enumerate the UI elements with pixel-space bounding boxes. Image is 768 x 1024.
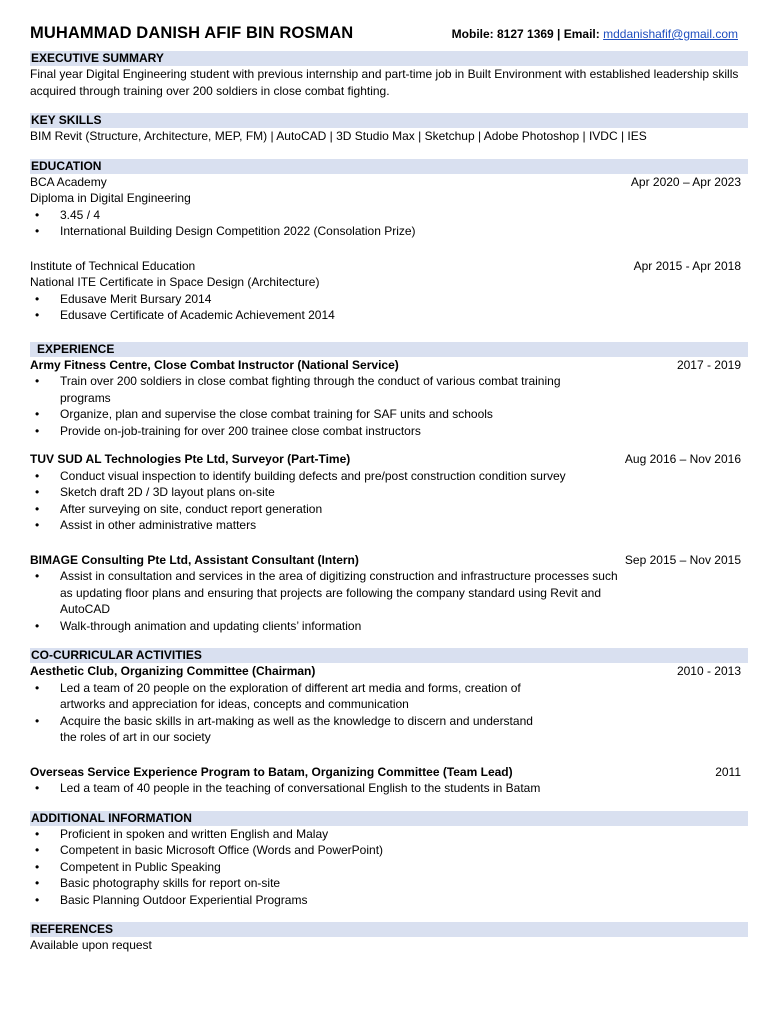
mobile-label: Mobile: 8127 1369 | Email:: [451, 27, 604, 41]
education-date: Apr 2015 - Apr 2018: [633, 258, 741, 273]
list-item: • Edusave Certificate of Academic Achievement 2014: [30, 307, 600, 324]
experience-bullets: [30, 373, 748, 439]
cca-bullets: [30, 780, 748, 797]
resume-header: [30, 24, 748, 51]
section-header-co-curricular-activities: CO-CURRICULAR ACTIVITIES: [30, 648, 748, 663]
cca-date: 2011: [715, 764, 741, 779]
skills-text: BIM Revit (Structure, Architecture, MEP, FM) | AutoCAD | 3D Studio Max | Sketchup | Adobe Photoshop | IVDC | IES: [30, 129, 647, 143]
role-title: TUV SUD AL Technologies Pte Ltd, Surveyor (Part-Time): [30, 452, 351, 466]
list-item: • After surveying on site, conduct report generation: [30, 501, 600, 518]
experience-date: 2017 - 2019: [676, 357, 741, 372]
list-item: • 3.45 / 4: [30, 207, 600, 224]
experience-entry-header: [30, 451, 748, 468]
list-item: • International Building Design Competition 2022 (Consolation Prize): [30, 223, 600, 240]
role-title: Army Fitness Centre, Close Combat Instructor (National Service): [30, 357, 399, 372]
list-item: • Basic photography skills for report on-site: [30, 875, 600, 892]
list-item: • Provide on-job-training for over 200 trainee close combat instructors: [30, 423, 600, 440]
list-item: • Proficient in spoken and written English and Malay: [30, 826, 600, 843]
cca-entry-header: [30, 663, 748, 680]
role-title: BIMAGE Consulting Pte Ltd, Assistant Consultant (Intern): [30, 552, 359, 567]
section-header-key-skills: KEY SKILLS: [30, 113, 748, 128]
list-item: • Edusave Merit Bursary 2014: [30, 291, 600, 308]
education-date: Apr 2020 – Apr 2023: [630, 174, 741, 189]
experience-entry-header: [30, 552, 748, 569]
cca-bullets: [30, 680, 748, 746]
section-header-additional-information: ADDITIONAL INFORMATION: [30, 811, 748, 826]
experience-bullets: [30, 568, 748, 634]
list-item: • Assist in other administrative matters: [30, 517, 600, 534]
list-item: • Walk-through animation and updating clients’ information: [30, 618, 600, 635]
list-item: • Competent in basic Microsoft Office (Words and PowerPoint): [30, 842, 600, 859]
list-item: • Basic Planning Outdoor Experiential Programs: [30, 892, 600, 909]
role-title: Aesthetic Club, Organizing Committee (Chairman): [30, 664, 316, 678]
summary-text: Final year Digital Engineering student with previous internship and part-time job in Built Environment with established leadership skills acquired through training over 200 soldiers in close combat fighting.: [30, 67, 739, 98]
section-header-references: REFERENCES: [30, 922, 748, 937]
experience-entry-header: [30, 357, 748, 374]
resume-page: [30, 24, 748, 954]
section-header-education: EDUCATION: [30, 159, 748, 174]
experience-date: Sep 2015 – Nov 2015: [624, 552, 741, 567]
list-item: • Train over 200 soldiers in close combat fighting through the conduct of various combat training programs: [30, 373, 600, 406]
school-name: Institute of Technical Education: [30, 258, 196, 273]
education-entry-header: [30, 174, 748, 191]
list-item: • Led a team of 20 people on the exploration of different art media and forms, creation of artworks and appreciation for ideas, concepts and communication: [30, 680, 540, 713]
course-name: Diploma in Digital Engineering: [30, 191, 191, 205]
education-bullets: [30, 291, 748, 324]
references-text: Available upon request: [30, 938, 152, 952]
contact-info: [452, 27, 738, 41]
list-item: • Conduct visual inspection to identify building defects and pre/post construction condition survey: [30, 468, 600, 485]
email-link[interactable]: mddanishafif@gmail.com: [603, 27, 738, 41]
education-bullets: [30, 207, 748, 240]
role-title: Overseas Service Experience Program to Batam, Organizing Committee (Team Lead): [30, 764, 513, 779]
list-item: • Led a team of 40 people in the teaching of conversational English to the students in Batam: [30, 780, 620, 797]
candidate-name: MUHAMMAD DANISH AFIF BIN ROSMAN: [30, 24, 354, 42]
additional-bullets: [30, 826, 748, 909]
list-item: • Organize, plan and supervise the close combat training for SAF units and schools: [30, 406, 600, 423]
experience-date: Aug 2016 – Nov 2016: [624, 452, 741, 466]
list-item: • Sketch draft 2D / 3D layout plans on-site: [30, 484, 600, 501]
cca-date: 2010 - 2013: [676, 664, 741, 678]
section-header-executive-summary: EXECUTIVE SUMMARY: [30, 51, 748, 66]
list-item: • Assist in consultation and services in the area of digitizing construction and infrastructure processes such as updating floor plans and ensuring that projects are following the company standard using Revit and AutoCAD: [30, 568, 620, 618]
school-name: BCA Academy: [30, 174, 107, 189]
cca-entry-header: [30, 764, 748, 781]
section-header-experience: EXPERIENCE: [30, 342, 748, 357]
list-item: • Acquire the basic skills in art-making as well as the knowledge to discern and understand the roles of art in our society: [30, 713, 540, 746]
education-entry-header: [30, 258, 748, 275]
course-name: National ITE Certificate in Space Design (Architecture): [30, 275, 320, 289]
list-item: • Competent in Public Speaking: [30, 859, 600, 876]
experience-bullets: [30, 468, 748, 534]
